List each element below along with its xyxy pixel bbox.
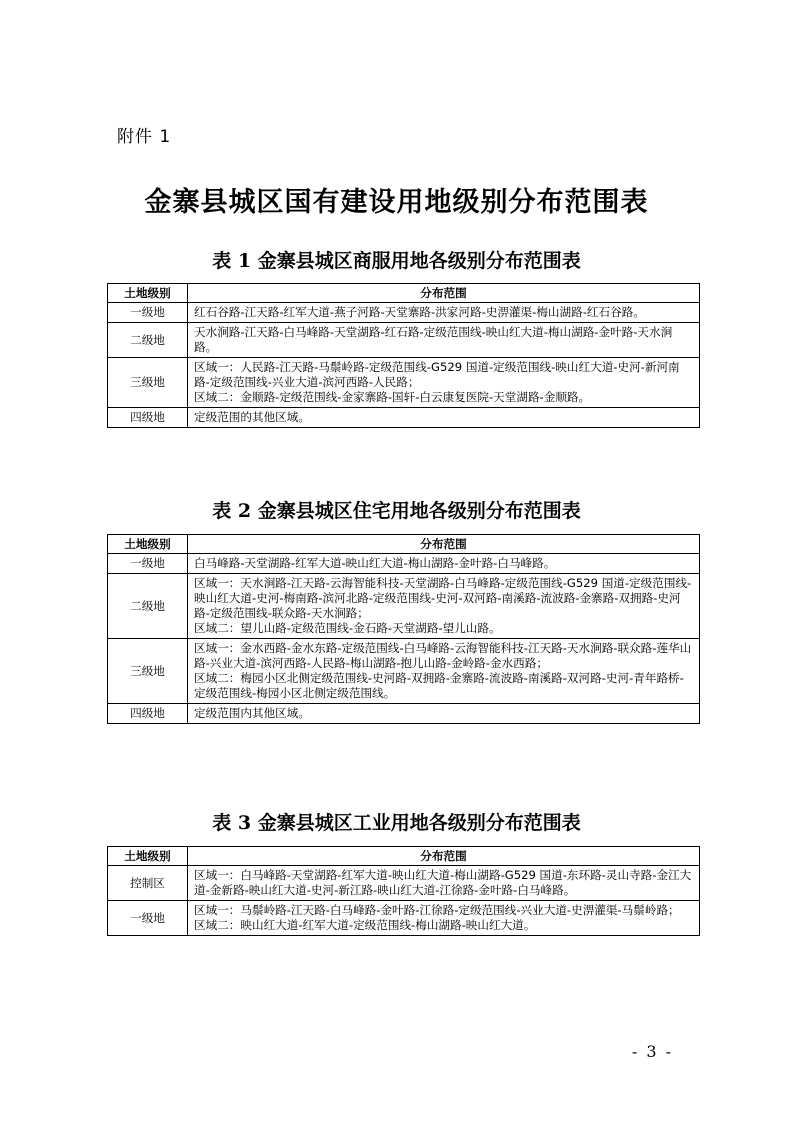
range-line: 红石谷路-江天路-红军大道-燕子河路-天堂寨路-洪家河路-史淠灌渠-梅山湖路-红石谷路。 <box>194 305 645 319</box>
range-line: 区域二：梅园小区北侧定级范围线-史河路-双拥路-金寨路-流波路-南溪路-双河路-史河-青年路桥-定级范围线-梅园小区北侧定级范围线。 <box>194 671 684 700</box>
table-row <box>108 901 700 936</box>
range-line: 区域二：映山红大道-红军大道-定级范围线-梅山湖路-映山红大道。 <box>194 918 536 932</box>
level-cell: 一级地 <box>108 901 188 936</box>
table-row <box>108 358 700 408</box>
range-line: 定级范围内其他区域。 <box>194 706 310 720</box>
document-title: 金寨县城区国有建设用地级别分布范围表 <box>144 187 649 218</box>
header-level: 土地级别 <box>108 535 188 554</box>
page-number: - 3 - <box>631 1042 673 1061</box>
range-line: 定级范围的其他区域。 <box>194 410 310 424</box>
range-cell <box>188 554 700 574</box>
level-cell: 二级地 <box>108 323 188 358</box>
table-row <box>108 866 700 901</box>
level-cell: 一级地 <box>108 303 188 323</box>
range-line: 区域一：人民路-江天路-马鬃岭路-定级范围线-G529 国道-定级范围线-映山红大道-史河-新河南路-定级范围线-兴业大道-滨河西路-人民路； <box>194 360 680 389</box>
level-cell: 控制区 <box>108 866 188 901</box>
table-header-row <box>108 284 700 303</box>
header-range: 分布范围 <box>188 847 700 866</box>
table-row <box>108 704 700 724</box>
range-cell <box>188 358 700 408</box>
range-line: 区域一：白马峰路-天堂湖路-红军大道-映山红大道-梅山湖路-G529 国道-东环路-灵山寺路-金江大道-金新路-映山红大道-史河-新江路-映山红大道-江徐路-金叶路-白马峰路。 <box>194 868 692 897</box>
table-2 <box>107 534 700 724</box>
range-cell <box>188 574 700 639</box>
range-line: 区域一：天水涧路-江天路-云海智能科技-天堂湖路-白马峰路-定级范围线-G529 国道-定级范围线-映山红大道-史河-梅南路-滨河北路-定级范围线-史河-双河路-南溪路-流波路-金寨路-双拥路-史河路-定级范围线-联众路-天水涧路； <box>194 576 692 620</box>
range-cell <box>188 704 700 724</box>
range-line: 区域一：金水西路-金水东路-定级范围线-白马峰路-云海智能科技-江天路-天水涧路-联众路-莲华山路-兴业大道-滨河西路-人民路-梅山湖路-抱儿山路-金岭路-金水西路； <box>194 641 692 670</box>
table-1 <box>107 283 700 428</box>
range-cell <box>188 303 700 323</box>
range-line: 区域二：望儿山路-定级范围线-金石路-天堂湖路-望儿山路。 <box>194 621 501 635</box>
header-level: 土地级别 <box>108 284 188 303</box>
range-cell <box>188 901 700 936</box>
header-level: 土地级别 <box>108 847 188 866</box>
range-cell <box>188 408 700 428</box>
range-cell <box>188 639 700 704</box>
level-cell: 四级地 <box>108 408 188 428</box>
level-cell: 一级地 <box>108 554 188 574</box>
table-3-title: 表 3 金寨县城区工业用地各级别分布范围表 <box>212 812 581 834</box>
table-2-title: 表 2 金寨县城区住宅用地各级别分布范围表 <box>212 500 581 522</box>
attachment-label: 附件 1 <box>117 127 172 147</box>
table-row <box>108 554 700 574</box>
range-line: 白马峰路-天堂湖路-红军大道-映山红大道-梅山湖路-金叶路-白马峰路。 <box>194 556 556 570</box>
table-1-title: 表 1 金寨县城区商服用地各级别分布范围表 <box>212 250 581 272</box>
table-row <box>108 639 700 704</box>
table-row <box>108 323 700 358</box>
range-cell <box>188 866 700 901</box>
table-header-row <box>108 847 700 866</box>
range-cell <box>188 323 700 358</box>
table-3 <box>107 846 700 936</box>
range-line: 区域二：金顺路-定级范围线-金家寨路-国轩-白云康复医院-天堂湖路-金顺路。 <box>194 390 591 404</box>
range-line: 天水涧路-江天路-白马峰路-天堂湖路-红石路-定级范围线-映山红大道-梅山湖路-金叶路-天水涧路。 <box>194 325 673 354</box>
table-row <box>108 408 700 428</box>
table-row <box>108 303 700 323</box>
header-range: 分布范围 <box>188 535 700 554</box>
range-line: 区域一：马鬃岭路-江天路-白马峰路-金叶路-江徐路-定级范围线-兴业大道-史淠灌渠-马鬃岭路； <box>194 903 680 917</box>
level-cell: 三级地 <box>108 639 188 704</box>
level-cell: 四级地 <box>108 704 188 724</box>
table-row <box>108 574 700 639</box>
header-range: 分布范围 <box>188 284 700 303</box>
level-cell: 三级地 <box>108 358 188 408</box>
table-header-row <box>108 535 700 554</box>
level-cell: 二级地 <box>108 574 188 639</box>
